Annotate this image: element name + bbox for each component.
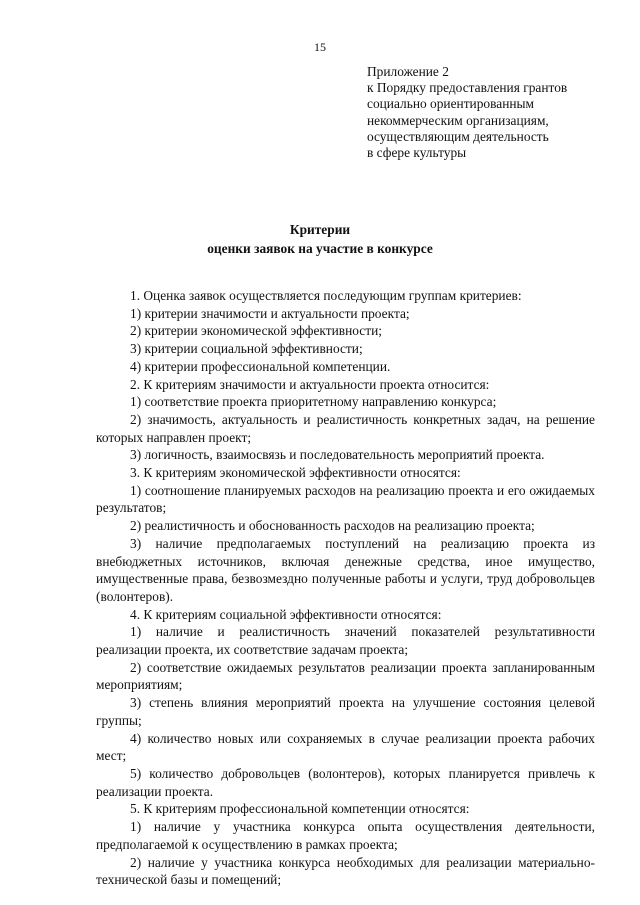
paragraph: 3) логичность, взаимосвязь и последовательность мероприятий проекта. <box>130 447 545 463</box>
title-line-2: оценки заявок на участие в конкурсе <box>207 240 433 256</box>
paragraph: 3) степень влияния мероприятий проекта на улучшение состояния целевой группы; <box>96 695 595 728</box>
paragraph: 2) реалистичность и обоснованность расходов на реализацию проекта; <box>130 518 535 534</box>
paragraph: 3) наличие предполагаемых поступлений на реализацию проекта из внебюджетных источников, включая денежные средства, иное имущество, имущественные права, безвозмездно полученные работы и услуги, труд добровольцев (волонтеров). <box>96 535 595 604</box>
paragraph: 1) наличие у участника конкурса опыта осуществления деятельности, предполагаемой к осуществлению в рамках проекта; <box>96 819 595 852</box>
paragraph: 1) соотношение планируемых расходов на реализацию проекта и его ожидаемых результатов; <box>96 482 595 516</box>
appendix-line: в сфере культуры <box>367 145 467 161</box>
title-line-1: Критерии <box>289 222 351 237</box>
paragraph: 3. К критериям экономической эффективности относятся: <box>130 465 461 481</box>
appendix-line: к Порядку предоставления грантов <box>367 80 568 96</box>
paragraph: 2) наличие у участника конкурса необходимых для реализации материально-технической базы и помещений; <box>96 854 595 888</box>
paragraph: 1) критерии значимости и актуальности проекта; <box>130 305 410 321</box>
document-body <box>96 287 595 889</box>
paragraph: 5. К критериям профессиональной компетенции относятся: <box>130 801 470 817</box>
page-number: 15 <box>314 40 326 54</box>
paragraph: 2) значимость, актуальность и реалистичность конкретных задач, на решение которых направлен проект; <box>96 411 595 445</box>
appendix-line: некоммерческим организациям, <box>367 112 549 128</box>
paragraph: 3) критерии социальной эффективности; <box>130 341 363 357</box>
paragraph: 2) соответствие ожидаемых результатов реализации проекта запланированным мероприятиям; <box>96 659 595 693</box>
appendix-line: осуществляющим деятельность <box>367 128 549 144</box>
paragraph: 5) количество добровольцев (волонтеров), которых планируется привлечь к реализации проекта. <box>96 765 595 799</box>
paragraph: 4. К критериям социальной эффективности относятся: <box>130 606 442 622</box>
document-title <box>0 221 640 258</box>
paragraph: 2) критерии экономической эффективности; <box>130 323 382 339</box>
appendix-line: Приложение 2 <box>367 64 449 79</box>
paragraph: 4) критерии профессиональной компетенции. <box>130 358 391 374</box>
paragraph: 1) соответствие проекта приоритетному направлению конкурса; <box>130 394 497 410</box>
paragraph: 2. К критериям значимости и актуальности проекта относится: <box>130 376 490 392</box>
appendix-header <box>367 64 627 161</box>
paragraph: 1) наличие и реалистичность значений показателей результативности реализации проекта, их соответствие задачам проекта; <box>96 624 595 658</box>
paragraph: 4) количество новых или сохраняемых в случае реализации проекта рабочих мест; <box>96 730 595 764</box>
appendix-line: социально ориентированным <box>367 96 534 112</box>
paragraph: 1. Оценка заявок осуществляется последующим группам критериев: <box>130 288 522 303</box>
